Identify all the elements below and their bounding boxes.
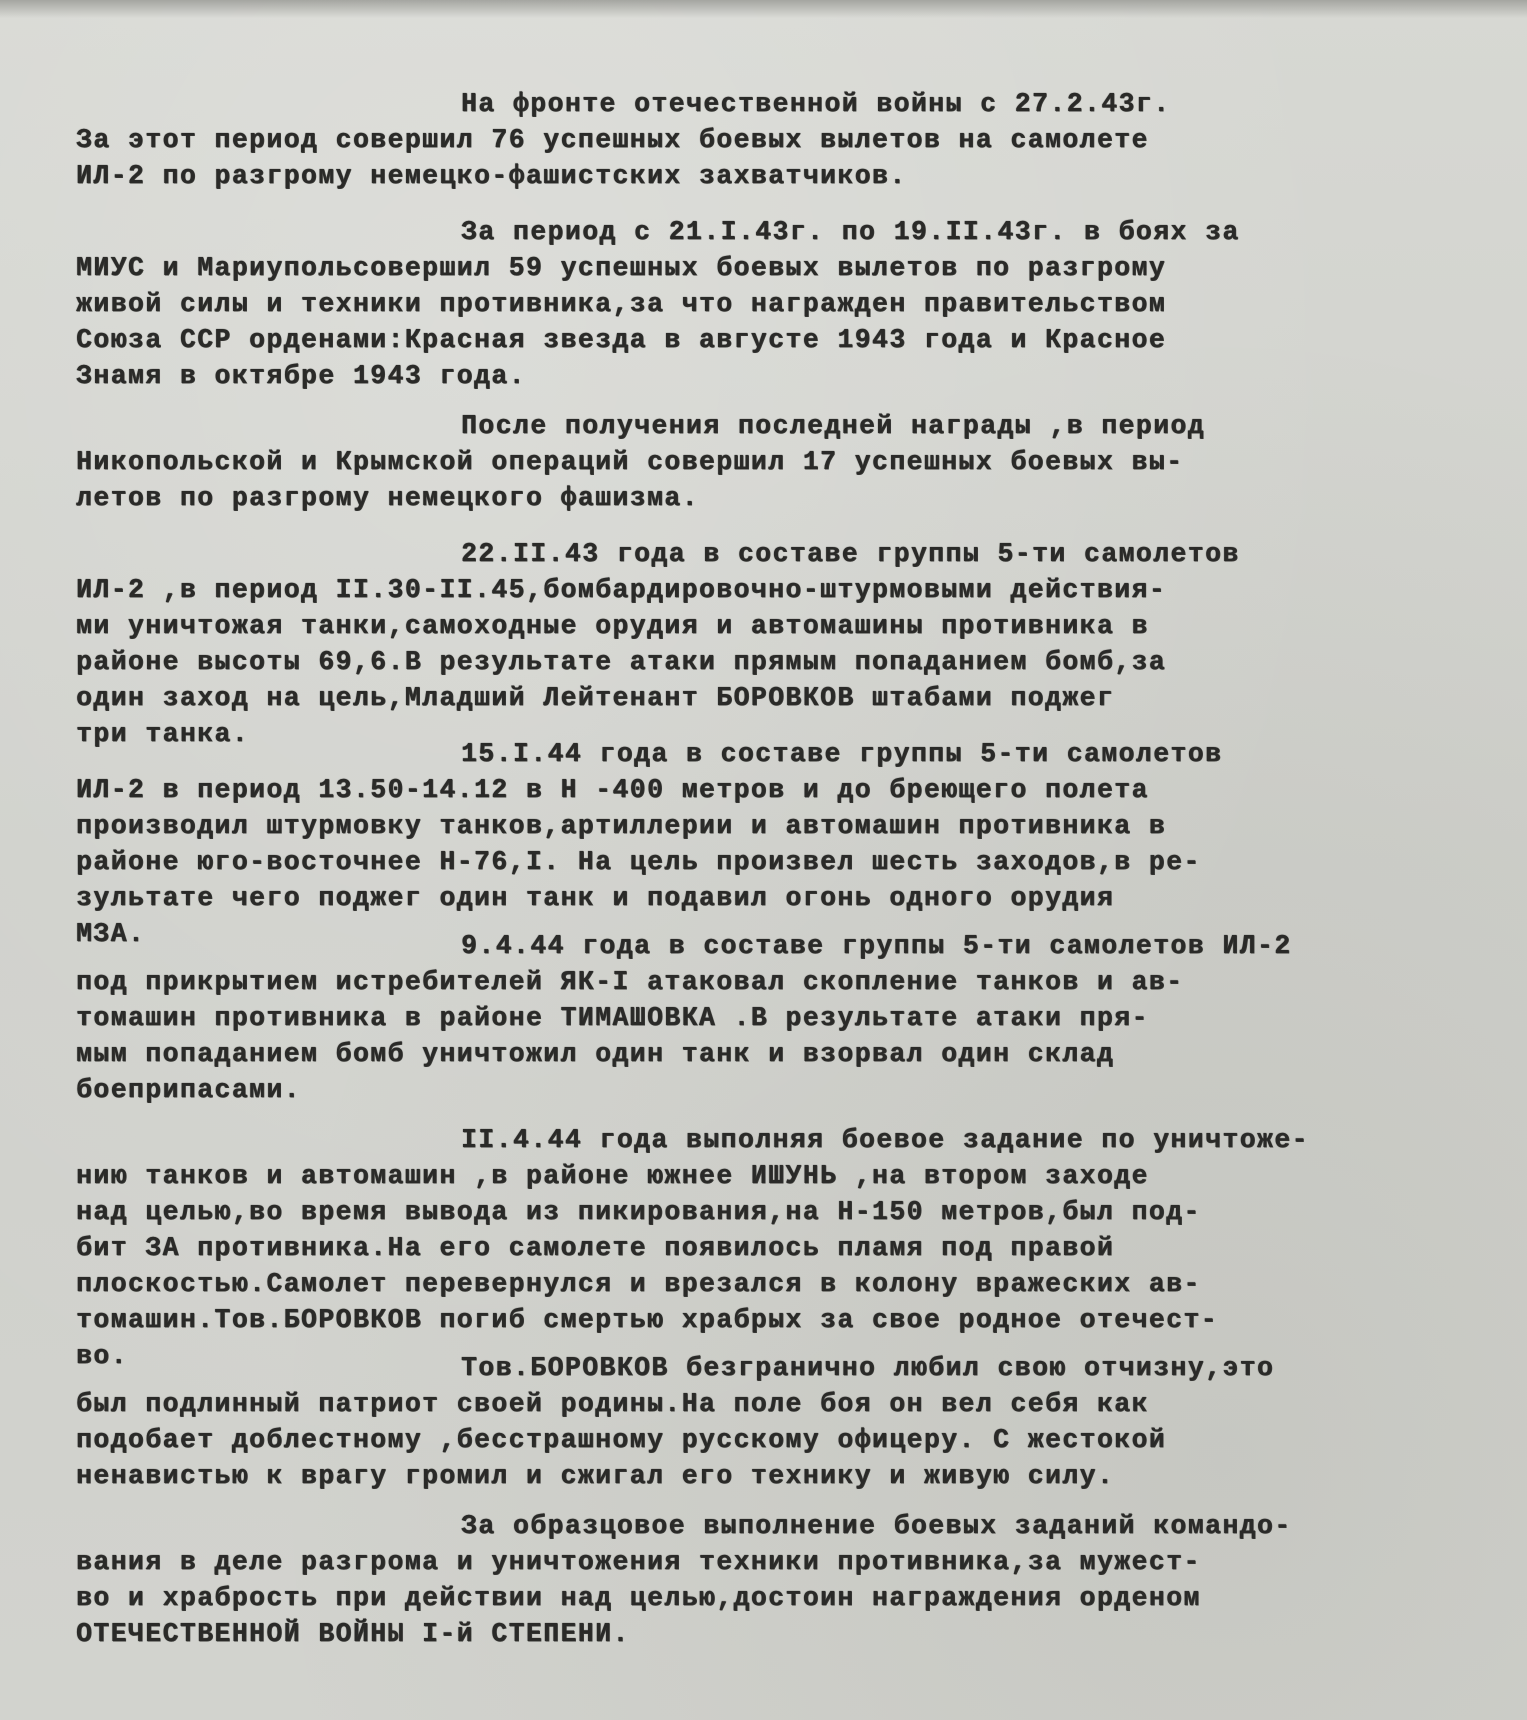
text-line: производил штурмовку танков,артиллерии и автомашин противника в <box>76 811 1167 841</box>
text-line: ненавистью к врагу громил и сжигал его технику и живую силу. <box>76 1461 1115 1491</box>
text-line: Знамя в октябре 1943 года. <box>76 361 526 391</box>
text-line: мым попаданием бомб уничтожил один танк и взорвал один склад <box>76 1039 1115 1069</box>
paragraph-mius-mariupol <box>76 214 1476 394</box>
text-line: Тов.БОРОВКОВ безгранично любил свою отчизну,это <box>461 1353 1275 1383</box>
text-line: районе юго-восточнее Н-76,I. На цель произвел шесть заходов,в ре- <box>76 847 1201 877</box>
text-line: над целью,во время вывода из пикирования,на Н-150 метров,был под- <box>76 1197 1201 1227</box>
text-line: ИЛ-2 в период 13.50-14.12 в Н -400 метров и до бреющего полета <box>76 775 1149 805</box>
text-line: бит ЗА противника.На его самолете появилось пламя под правой <box>76 1233 1115 1263</box>
text-line: За период с 21.I.43г. по 19.II.43г. в боях за <box>461 217 1240 247</box>
text-line: живой силы и техники противника,за что награжден правительством <box>76 289 1167 319</box>
text-line: районе высоты 69,6.В результате атаки прямым попаданием бомб,за <box>76 647 1167 677</box>
paragraph-22-11-43 <box>76 536 1476 752</box>
text-line: После получения последней награды ,в период <box>461 411 1206 441</box>
paragraph-nikopol-crimea <box>76 408 1476 516</box>
page-edge-shadow <box>0 0 1527 18</box>
paragraph-front-service <box>76 86 1476 194</box>
text-line: томашин противника в районе ТИМАШОВКА .В результате атаки пря- <box>76 1003 1149 1033</box>
text-line: три танка. <box>76 719 250 749</box>
text-line: нию танков и автомашин ,в районе южнее ИШУНЬ ,на втором заходе <box>76 1161 1149 1191</box>
text-line: II.4.44 года выполняя боевое задание по уничтоже- <box>461 1125 1309 1155</box>
text-line: летов по разгрому немецкого фашизма. <box>76 483 699 513</box>
paragraph-9-4-44 <box>76 928 1476 1108</box>
text-line: один заход на цель,Младший Лейтенант БОРОВКОВ штабами поджег <box>76 683 1115 713</box>
paragraph-15-1-44 <box>76 736 1476 952</box>
text-line: плоскостью.Самолет перевернулся и врезался в колону вражеских ав- <box>76 1269 1201 1299</box>
text-line: МИУС и Мариупольсовершил 59 успешных боевых вылетов по разгрому <box>76 253 1167 283</box>
text-line: 22.II.43 года в составе группы 5-ти самолетов <box>461 539 1240 569</box>
text-line: вания в деле разгрома и уничтожения техники противника,за мужест- <box>76 1547 1201 1577</box>
text-line: под прикрытием истребителей ЯК-I атаковал скопление танков и ав- <box>76 967 1184 997</box>
text-line: ми уничтожая танки,самоходные орудия и автомашины противника в <box>76 611 1149 641</box>
text-line: МЗА. <box>76 919 146 949</box>
text-line: На фронте отечественной войны с 27.2.43г. <box>461 89 1171 119</box>
text-line: зультате чего поджег один танк и подавил огонь одного орудия <box>76 883 1115 913</box>
text-line: ОТЕЧЕСТВЕННОЙ ВОЙНЫ I-й СТЕПЕНИ. <box>76 1619 630 1649</box>
text-line: подобает доблестному ,бесстрашному русскому офицеру. С жестокой <box>76 1425 1167 1455</box>
text-line: За этот период совершил 76 успешных боевых вылетов на самолете <box>76 125 1149 155</box>
paragraph-11-4-44 <box>76 1122 1476 1374</box>
paragraph-award-recommendation <box>76 1508 1476 1652</box>
text-line: томашин.Тов.БОРОВКОВ погиб смертью храбрых за свое родное отечест- <box>76 1305 1218 1335</box>
text-line: ИЛ-2 ,в период II.30-II.45,бомбардировочно-штурмовыми действия- <box>76 575 1167 605</box>
text-line: Союза ССР орденами:Красная звезда в августе 1943 года и Красное <box>76 325 1167 355</box>
paragraph-character <box>76 1350 1476 1494</box>
text-line: был подлинный патриот своей родины.На поле боя он вел себя как <box>76 1389 1149 1419</box>
text-line: во и храбрость при действии над целью,достоин награждения орденом <box>76 1583 1201 1613</box>
text-line: во. <box>76 1341 128 1371</box>
text-line: Никопольской и Крымской операций совершил 17 успешных боевых вы- <box>76 447 1184 477</box>
text-line: 9.4.44 года в составе группы 5-ти самолетов ИЛ-2 <box>461 931 1292 961</box>
text-line: 15.I.44 года в составе группы 5-ти самолетов <box>461 739 1223 769</box>
text-line: ИЛ-2 по разгрому немецко-фашистских захватчиков. <box>76 161 907 191</box>
text-line: боеприпасами. <box>76 1075 301 1105</box>
text-line: За образцовое выполнение боевых заданий командо- <box>461 1511 1292 1541</box>
